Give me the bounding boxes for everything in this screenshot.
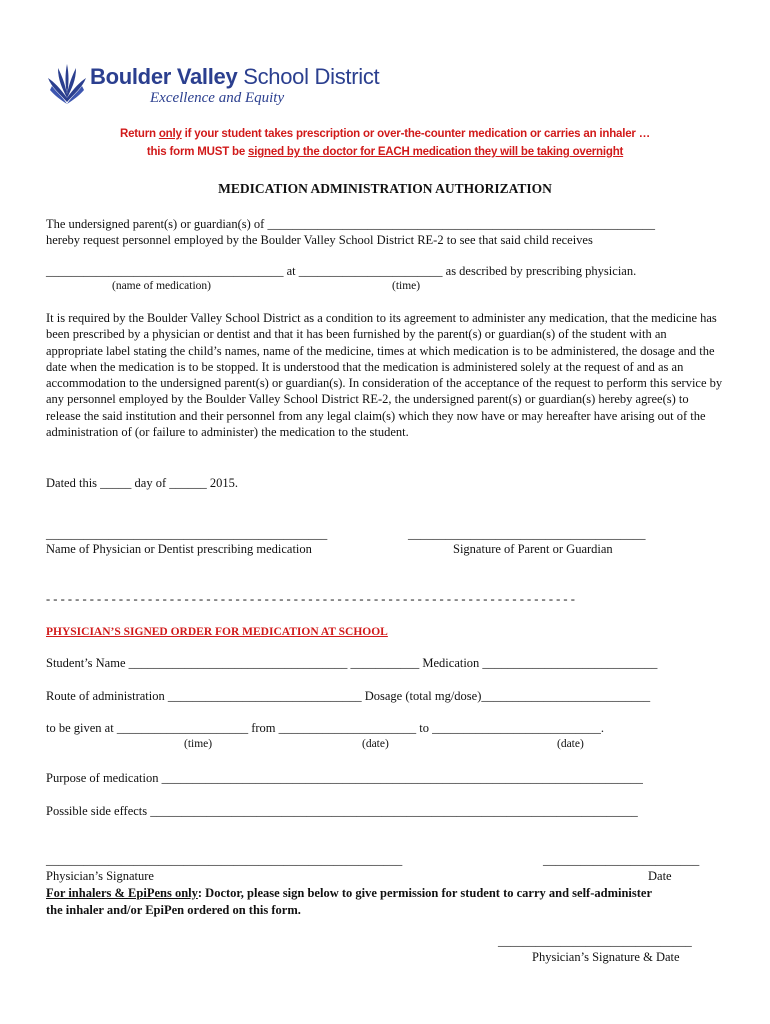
student-name-row: Student’s Name ___________________________________ ___________ Medication ____________________________	[46, 656, 658, 670]
release-paragraph: It is required by the Boulder Valley School District as a condition to its agreement to administer any medication, that the medicine has been prescribed by a physician or dentist and that it has been furnished by the parent(s) or guardian(s) of the student with an appropriate label stating the child’s names, name of the medicine, times at which medication is to be administered, the dosage and the date when the medication is to be stopped. It is understood that the medication is administered solely at the request of and as an accommodation to the undersigned parent(s) or guardian(s). In consideration of the acceptance of the request to perform this service by any personnel employed by the Boulder Valley School District RE-2, the undersigned parent(s) or guardian(s) hereby agree(s) to release the said institution and their personnel from any legal claim(s) which they now have or may hereafter have arising out of the administration of (or failure to administer) the medication to the student.	[46, 311, 723, 440]
final-signature-line: _______________________________	[498, 934, 692, 948]
logo-tagline: Excellence and Equity	[150, 90, 285, 106]
time-label: (time)	[392, 280, 421, 292]
medication-line: ______________________________________ at _______________________ as described by prescribing physician.	[46, 264, 637, 278]
logo-name: Boulder Valley School District	[90, 64, 380, 89]
medication-name-label: (name of medication)	[112, 280, 211, 292]
parent-signature-label: Signature of Parent or Guardian	[453, 542, 613, 556]
given-row: to be given at _____________________ from ______________________ to ___________________________.	[46, 721, 604, 735]
to-date-label: (date)	[557, 738, 584, 750]
physician-order-heading: PHYSICIAN’S SIGNED ORDER FOR MEDICATION AT SCHOOL	[46, 626, 388, 638]
given-time-label: (time)	[184, 738, 213, 750]
dated-line: Dated this _____ day of ______ 2015.	[46, 476, 238, 490]
route-dosage-row: Route of administration _______________________________ Dosage (total mg/dose)___________________________	[46, 689, 651, 703]
physician-date-line: _________________________	[543, 853, 700, 867]
final-signature-label: Physician’s Signature & Date	[532, 950, 680, 964]
inhaler-note-line-1: For inhalers & EpiPens only: Doctor, please sign below to give permission for student to carry and self-administer	[46, 886, 653, 900]
inhaler-note-line-2: the inhaler and/or EpiPen ordered on this form.	[46, 903, 301, 917]
parent-signature-line: ______________________________________	[408, 527, 646, 541]
form-title: MEDICATION ADMINISTRATION AUTHORIZATION	[218, 181, 552, 196]
physician-signature-label: Physician’s Signature	[46, 869, 154, 883]
side-effects-row: Possible side effects ______________________________________________________________________________	[46, 804, 638, 818]
purpose-row: Purpose of medication _____________________________________________________________________________	[46, 771, 643, 785]
notice-line-2: this form MUST be signed by the doctor for EACH medication they will be taking overnight	[146, 146, 624, 158]
physician-name-label: Name of Physician or Dentist prescribing medication	[46, 542, 312, 556]
parent-line: The undersigned parent(s) or guardian(s) of ______________________________________________________________	[46, 217, 655, 231]
dashed-divider: - - - - - - - - - - - - - - - - - - - - - - - - - - - - - - - - - - - - - - - - - - - - - - - - - - - - - - - - - - - - - - - - - - - - - - - - -	[46, 592, 575, 606]
district-logo	[46, 62, 406, 112]
physician-signature-line: _________________________________________________________	[46, 853, 403, 867]
physician-date-label: Date	[648, 869, 672, 883]
physician-name-line: _____________________________________________	[46, 527, 328, 541]
from-date-label: (date)	[362, 738, 389, 750]
logo-mark-icon	[46, 62, 88, 106]
notice-line-1: Return only if your student takes prescription or over-the-counter medication or carries an inhaler …	[119, 128, 650, 140]
request-line: hereby request personnel employed by the Boulder Valley School District RE-2 to see that said child receives	[46, 233, 593, 247]
